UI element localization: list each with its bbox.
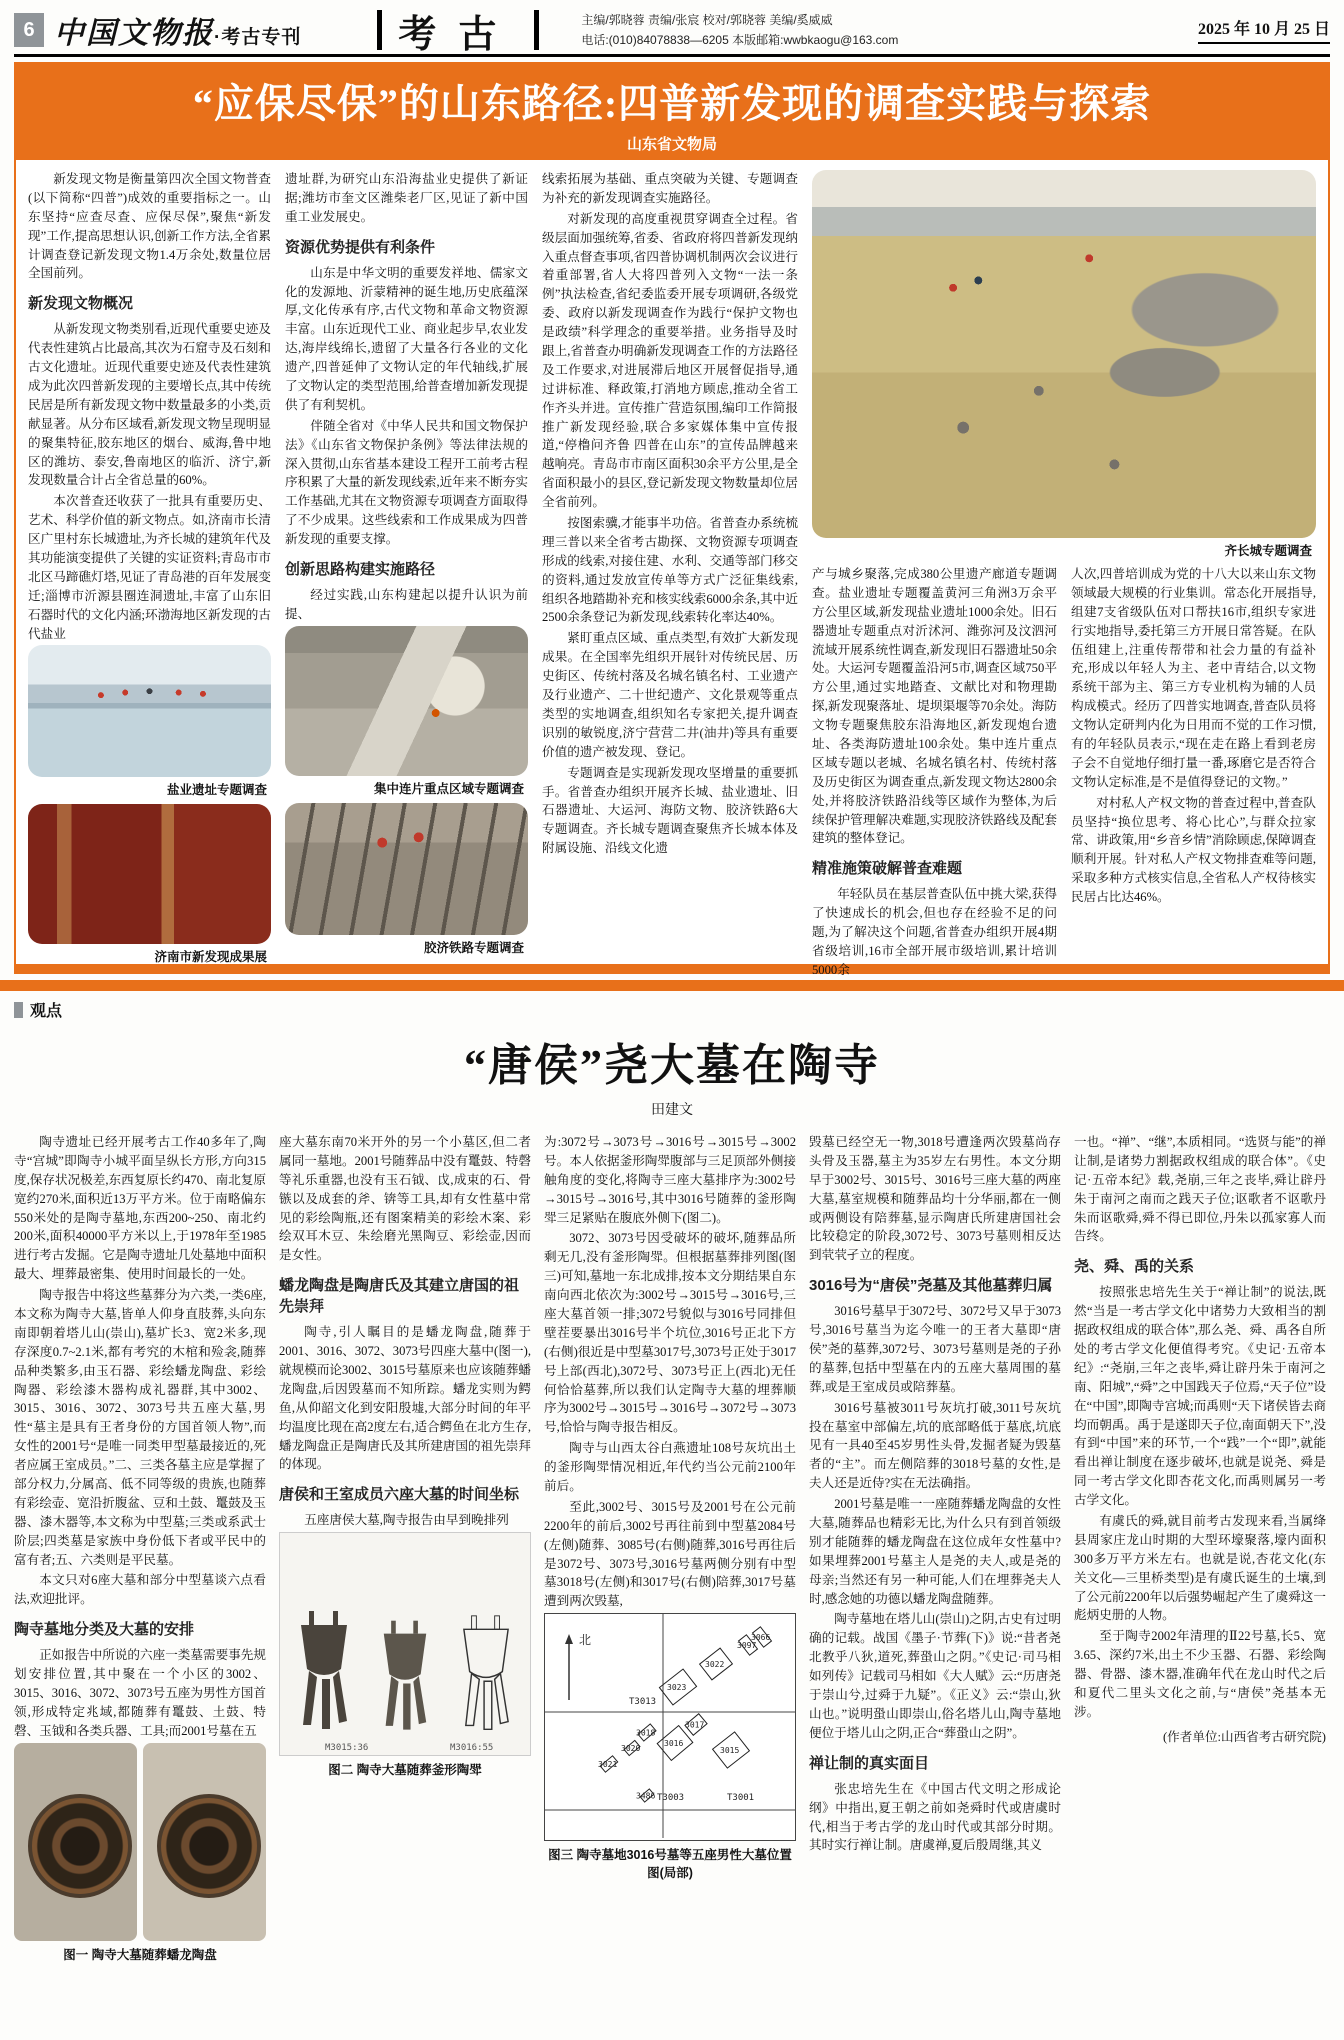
column-text — [542, 170, 798, 858]
specimen-label: M3015:36 — [325, 1743, 369, 1754]
body-paragraph: 正如报告中所说的六座一类墓需要事先规划安排位置,其中聚在一个小区的3002、3015、3016、3072、3073号五座为男性方国首领,形成特定兆域,都随葬有鼍鼓、土鼓、特磬、玉钺和各类兵器、工具;而2001号墓在五 — [14, 1648, 266, 1738]
body-paragraph: 经过实践,山东构建起以提升认识为前提、 — [285, 588, 528, 621]
dragon-plate-disc — [28, 1794, 132, 1898]
page-number: 6 — [14, 13, 44, 47]
column-text — [14, 1133, 266, 1741]
dragon-plate-disc — [157, 1794, 261, 1898]
credits-line1: 主编/郭晓蓉 责编/张宸 校对/郭晓蓉 美编/奚威威 — [581, 12, 833, 27]
article2-columns — [14, 1133, 1330, 1963]
editor-credits — [581, 10, 898, 51]
divider-bar — [377, 10, 382, 50]
article-shandong-survey — [14, 62, 1330, 977]
column-subhead: 尧、舜、禹的关系 — [1074, 1258, 1195, 1276]
salt-photo-caption: 盐业遗址专题调查 — [166, 783, 267, 798]
orange-section-divider — [0, 980, 1344, 991]
body-paragraph: 座大墓东南70米开外的另一个小墓区,但二者属同一墓地。2001号随葬品中没有鼍鼓、特磬等礼乐重器,也没有玉石钺、戉,成束的石、骨镞以及成套的斧、锛等工具,却有女性墓中常见的彩绘陶瓶,还有图案精美的彩绘木案、彩绘双耳木豆、朱绘磨光黑陶豆、彩绘壶,因而是女性。 — [279, 1135, 531, 1263]
section-title — [361, 3, 555, 58]
article1-column-1 — [28, 170, 271, 982]
body-paragraph: 陶寺与山西太谷白燕遗址108号灰坑出土的釜形陶斝情况相近,年代约当公元前2100年前后。 — [544, 1441, 796, 1494]
body-paragraph: 按照张忠培先生关于“禅让制”的说法,既然“当是一考古学文化中诸势力大致相当的割据政权组成的联合体”,那么尧、舜、禹各自所处的考古学文化便值得考究。《史记·五帝本纪》:“尧崩,三年之丧毕,舜让辟丹朱于南河之南、阳城”,“舜”之中国践天子位焉,“天子位”设在“中国”,即陶寺宫城;而禹则“天下诸侯皆去商均而朝禹。禹于是遂即天子位,南面朝天下”,没有到“中国”来的环节,一个“践”一个“即”,就能看出禅让制度在逐步破坏,也就是说尧、舜是同一考古学文化即杏花文化,而禹则属另一考古学文化。 — [1074, 1285, 1326, 1508]
article-taosi-tomb — [14, 998, 1330, 1963]
body-paragraph: 产与城乡聚落,完成380公里遗产廊道专题调查。盐业遗址专题覆盖黄河三角洲3万余平方公里区域,新发现盐业遗址1000余处。旧石器遗址专题重点对沂沭河、潍弥河及汶泗河流域开展系统性调查,新发现旧石器遗址50余处。大运河专题覆盖沿河5市,调查区域750平方公里,通过实地踏查、文献比对和物理勘探,新发现聚落址、堤坝渠堰等70余处。海防文物专题聚焦胶东沿海地区,新发现炮台遗址、各类海防遗址100余处。集中连片重点区域专题以老城、名城名镇名村、传统村落及历史街区为调查重点,新发现文物达2800余处,并将胶济铁路沿线等区域作为整体,为后续保护管理解决难题,实现胶济铁路线及配套建筑的整体登记。 — [812, 567, 1057, 846]
cemetery-map-svg — [545, 1614, 795, 1838]
body-paragraph: 伴随全省对《中华人民共和国文物保护法》《山东省文物保护条例》等法律法规的深入贯彻,山东省基本建设工程开工前考古程序积累了大量的新发现线索,近年来不断夯实工作基础,尤其在文物资源专项调查方面取得了不少成果。这些线索和工作成果成为四普新发现的重要支撑。 — [285, 418, 528, 547]
article1-body — [16, 160, 1328, 982]
page-header — [14, 6, 1330, 57]
author-credit: (作者单位:山西省考古研究院) — [1162, 1729, 1326, 1744]
qi-great-wall-photo — [812, 170, 1316, 538]
edition-name: ·考古专刊 — [214, 27, 302, 48]
railway-survey-photo — [285, 803, 528, 935]
qi-wall-photo-caption: 齐长城专题调查 — [1224, 544, 1312, 558]
body-paragraph: 按图索骥,才能事半功倍。省普查办系统梳理三普以来全省考古勘探、文物资源专项调查形成的线索,对接住建、水利、交通等部门移交的资料,通过发放宣传单等方式广泛征集线索,组织各地踏勘补充和核实线索6000余条,其中近2500余条登记为新发现,线索转化率达40%。 — [542, 516, 798, 625]
grave-label: 3486 — [636, 1791, 656, 1801]
column-subhead: 唐侯和王室成员六座大墓的时间坐标 — [279, 1486, 520, 1504]
body-paragraph: 为:3072号→3073号→3016号→3015号→3002号。本人依据釜形陶斝腹部与三足顶部外侧接触角度的变化,将陶寺三座大墓排序为:3002号→3015号→3016号,其中3016号随葬的釜形陶斝三足紧贴在腹底外侧下(图二)。 — [544, 1135, 796, 1225]
dragon-plate-photo-left — [14, 1743, 137, 1941]
body-paragraph: 有虞氏的舜,就目前考古发现来看,当属绛县周家庄龙山时期的大型环壕聚落,壕内面积300多万平方米左右。也就是说,杏花文化(东关文化—三里桥类型)是有虞氏诞生的土壤,到了公元前2200年以后强势崛起产生了虞舜这一彪炳史册的人物。 — [1074, 1514, 1326, 1623]
column-text — [285, 170, 528, 624]
body-paragraph: 3016号墓早于3072号、3072号又早于3073号,3016号墓当为迄今唯一的王者大墓即“唐侯”尧的墓葬,3072号、3073号墓则是尧的子孙的墓葬,包括中型墓在内的五座大墓周围的墓葬,或是王室成员或陪葬墓。 — [809, 1304, 1061, 1394]
column-text — [279, 1133, 531, 1530]
body-paragraph: 至此,3002号、3015号及2001号在公元前2200年的前后,3002号再往前到中型墓2084号(左侧)随葬、3085号(右侧)随葬,3016号再往后是3072号、3073号,3016号墓两侧分别有中型墓3018号(左侧)和3017号(右侧)陪葬,3017号墓遭到两次毁墓, — [544, 1499, 796, 1609]
column-subhead: 新发现文物概况 — [28, 295, 134, 313]
grave-label: 3020 — [621, 1744, 641, 1754]
article1-banner — [16, 64, 1328, 160]
body-paragraph: 至于陶寺2002年清理的Ⅱ22号墓,长5、宽3.65、深约7米,出土不少玉器、石器、彩绘陶器、骨器、漆木器,准确年代在龙山时代之后和夏代二里头文化之前,与“唐侯”尧基本无涉。 — [1074, 1629, 1326, 1719]
body-paragraph: 陶寺报告中将这些墓葬分为六类,一类6座,本文称为陶寺大墓,皆单人仰身直肢葬,头向东南即朝着塔儿山(崇山),墓圹长3、宽2米多,现存深度0.7~2.1米,都有考究的木棺和殓衾,随葬品种类繁多,由玉石器、彩绘蟠龙陶盘、彩绘陶器、彩绘漆木器构成礼器群,其中3002、3015、3016、3072、3073号共五座大墓,男性“墓主是具有王者身份的方国首领人物”,而女性的2001号“是唯一同类甲型墓最接近的,死者应属王室成员。”二、三类各墓主应是掌握了部分权力,分属高、低不同等级的贵族,也随葬有彩绘壶、宽沿折腹盆、豆和土鼓、鼍鼓及玉器、漆木器等,本文称为中型墓;三类或系武士阶层;四类墓是家族中身份低下者或平民中的富有者;五、六类则是平民墓。 — [14, 1288, 266, 1567]
body-paragraph: 本次普查还收获了一批具有重要历史、艺术、科学价值的新文物点。如,济南市长清区广里村东长城遗址,为齐长城的建筑年代及其功能演变提供了关键的实证资料;青岛市市北区马蹄礁灯塔,见证了青岛港的百年发展变迁;淄博市沂源县圈连洞遗址,丰富了山东旧石器时代的文化内涵;环渤海地区新发现的古代盐业 — [28, 494, 271, 641]
column-subhead: 精准施策破解普查难题 — [812, 860, 963, 878]
article2-column-2 — [279, 1133, 531, 1963]
body-paragraph: 新发现文物是衡量第四次全国文物普查(以下简称“四普”)成效的重要指标之一。山东坚持“应查尽查、应保尽保”,聚焦“新发现”工作,提高思想认识,创新工作方法,全省累计调查登记新发现文物1.4万余处,数量位居全国前列。 — [28, 172, 271, 281]
grave-label: 3066 — [751, 1633, 771, 1643]
issue-date: 2025 年 10 月 25 日 — [1198, 16, 1330, 44]
body-paragraph: 人次,四普培训成为党的十八大以来山东文物领域最大规模的行业集训。常态化开展指导,组建7支省级队伍对口帮扶16市,组织专家进行实地指导,委托第三方开展日常答疑。在队伍组建上,注重传帮带和社会力量的有益补充,形成以年轻人为主、老中青结合,以文物系统干部为主、第三方专业机构为辅的人员构成模式。经历了四普实地调查,普查队员将文物认定研判内化为日用而不觉的工作习惯,有的年轻队员表示,“现在走在路上看到老房子会不自觉地仔细打量一番,琢磨它是否符合文物认定标准,是不是值得登记的文物。” — [1071, 567, 1316, 789]
column-text — [28, 170, 271, 643]
section-title-text: 考古 — [398, 13, 519, 56]
credits-line2: 电话:(010)84078838—6205 本版邮箱:wwbkaogu@163.com — [581, 33, 899, 47]
jia-vessel-photo — [289, 1607, 359, 1737]
specimen-label: M3016:55 — [450, 1743, 494, 1754]
body-paragraph: 一也。“禅”、“继”,本质相同。“选贤与能”的禅让制,是诸势力割据政权组成的联合体”。《史记·五帝本纪》载,尧崩,三年之丧毕,舜让辟丹朱于南河之南而之践天子位;讴歌者不讴歌丹朱而讴歌舜,舜不得已即位,丹朱以孤家寡人而告终。 — [1074, 1135, 1326, 1244]
body-paragraph: 3016号墓被3011号灰坑打破,3011号灰坑投在墓室中部偏左,坑的底部略低于墓底,坑底见有一具40至45岁男性头骨,发掘者疑为毁墓者的“主”。而左侧陪葬的3018号墓的女性,是夫人还是近侍?实在无法确指。 — [809, 1400, 1061, 1491]
exhibition-photo-caption: 济南市新发现成果展 — [154, 950, 267, 965]
article1-headline: “应保尽保”的山东路径:四普新发现的调查实践与探索 — [192, 81, 1152, 126]
column-subhead: 资源优势提供有利条件 — [285, 238, 436, 256]
body-paragraph: 五座唐侯大墓,陶寺报告由早到晚排列 — [304, 1513, 509, 1528]
section-marker-icon — [14, 1002, 23, 1018]
subcolumn-left — [812, 565, 1057, 982]
dragon-plate-photo-right — [143, 1743, 266, 1941]
body-paragraph: 对新发现的高度重视贯穿调查全过程。省级层面加强统筹,省委、省政府将四普新发现纳入重点督查事项,省四普协调机制两次会议进行着重部署,省人大将四普列入文物“一法一条例”执法检查,省纪委监委开展专项调研,各级党委、政府以新发现调查作为践行“保护文物也是政绩”科学理念的重要举措。业务指导及时跟上,省普查办明确新发现调查工作的方法路径及工作要求,对进展滞后地区开展督促指导,通过讲标准、释政策,打消地方顾虑,推动全省工作齐头并进。宣传推广营造氛围,编印工作简报推广新发现经验,联合多家媒体集中宣传报道,“停橹问齐鲁 四普在山东”的宣传品牌越来越响亮。青岛市市南区面积30余平方公里,是全省面积最小的县区,登记新发现文物数量却位居全省前列。 — [542, 211, 798, 510]
body-paragraph: 线索拓展为基础、重点突破为关键、专题调查为补充的新发现调查实施路径。 — [542, 172, 798, 205]
jia-vessel-figure — [279, 1532, 531, 1756]
body-paragraph: 从新发现文物类别看,近现代重要史迹及代表性建筑占比最高,其次为石窟寺及石刻和古文化遗址。近现代重要史迹及代表性建筑成为此次四普新发现的主要增长点,其中传统民居是所有新发现文物中数量最多的小类,贡献显著。从分布区域看,新发现文物呈现明显的聚集特征,胶东地区的烟台、威海,鲁中地区的潍坊、泰安,鲁南地区的临沂、济宁,新发现数量合计占全省总量的60%。 — [28, 322, 271, 488]
divider-bar — [534, 10, 539, 50]
article2-column-5 — [1074, 1133, 1326, 1963]
jia-vessel-drawing — [451, 1612, 521, 1737]
body-paragraph: 专题调查是实现新发现攻坚增量的重要抓手。省普查办组织开展齐长城、盐业遗址、旧石器遗址、大运河、海防文物、胶济铁路6大专题调查。齐长城专题调查聚焦齐长城本体及附属设施、沿线文化遗 — [542, 765, 798, 856]
article2-headline: “唐侯”尧大墓在陶寺 — [464, 1041, 880, 1090]
newspaper-masthead — [54, 8, 301, 52]
article1-subcolumns — [812, 565, 1316, 982]
salt-site-photo — [28, 645, 271, 777]
figure1-caption: 图一 陶寺大墓随葬蟠龙陶盘 — [63, 1947, 217, 1962]
opinion-section-label — [14, 998, 1330, 1021]
grave-label: 3023 — [667, 1683, 687, 1693]
article1-byline: 山东省文物局 — [626, 136, 717, 153]
column-text — [1074, 1133, 1326, 1747]
article1-column-3 — [542, 170, 798, 982]
column-text — [809, 1133, 1061, 1855]
trench-label: T3001 — [727, 1793, 755, 1804]
grave-label: 3022 — [705, 1660, 725, 1670]
grave-label: 3097 — [737, 1641, 757, 1651]
article1-column-4 — [812, 170, 1316, 982]
village-photo-caption: 集中连片重点区域专题调查 — [373, 781, 524, 796]
trench-label: T3013 — [629, 1697, 657, 1708]
article2-column-1 — [14, 1133, 266, 1963]
opinion-label-text: 观点 — [30, 1003, 63, 1020]
body-paragraph: 紧盯重点区域、重点类型,有效扩大新发现成果。在全国率先组织开展针对传统民居、历史街区、传统村落及名城名镇名村、工业遗产及行业遗产、二十世纪遗产、文化景观等重点类型的实地调查,组织知名专家把关,提升调查识别的敏锐度,济宁营营二井(油井)等具有重要价值的遗产被发现、登记。 — [542, 631, 798, 759]
figure2-caption: 图二 陶寺大墓随葬釜形陶斝 — [328, 1763, 482, 1778]
body-paragraph: 本文只对6座大墓和部分中型墓谈六点看法,欢迎批评。 — [14, 1573, 266, 1607]
grave-label: 3017 — [685, 1720, 705, 1730]
article1-column-2 — [285, 170, 528, 982]
svg-text:北: 北 — [579, 1633, 592, 1648]
body-paragraph: 2001号墓是唯一一座随葬蟠龙陶盘的女性大墓,随葬品也精彩无比,为什么只有到首领级别才能随葬的蟠龙陶盘在这位成年女性墓中?如果埋葬2001号墓主人是尧的夫人,或是尧的母亲;当然还有另一种可能,人们在埋葬尧夫人时,感念她的功德以蟠龙陶盘随葬。 — [809, 1497, 1061, 1606]
jia-vessel-photo — [370, 1617, 440, 1737]
dragon-plate-figure — [14, 1743, 266, 1941]
paper-name: 中国文物报 — [54, 17, 214, 50]
grave-label: 3018 — [636, 1728, 656, 1738]
body-paragraph: 陶寺遗址已经开展考古工作40多年了,陶寺“宫城”即陶寺小城平面呈纵长方形,方向315度,保存状况极差,东西复原长约470、南北复原宽约270米,面积近13万平方米。位于南略偏东550米处的是陶寺墓地,东西200~250、南北约200米,面积40000平方米以上,于1978年至1985进行考古发掘。它是陶寺遗址几处墓地中面积最大、埋葬最密集、使用时间最长的一处。 — [14, 1135, 266, 1282]
column-subhead: 蟠龙陶盘是陶唐氏及其建立唐国的祖先崇拜 — [279, 1277, 520, 1316]
figure3-caption: 图三 陶寺墓地3016号墓等五座男性大墓位置图(局部) — [548, 1848, 792, 1881]
column-subhead: 禅让制的真实面目 — [809, 1754, 930, 1772]
article2-author: 田建文 — [651, 1101, 693, 1117]
body-paragraph: 陶寺墓地在塔儿山(崇山)之阴,古史有过明确的记载。战国《墨子·节葬(下)》说:“昔者尧北教乎八狄,道死,葬蛩山之阴。”《史记·司马相如列传》记载司马相如《大人赋》云:“历唐尧于崇山兮,过舜于九疑”。《正义》云:“崇山,狄山也。”说明蛩山即崇山,俗名塔儿山,陶寺墓地便位于塔儿山之阴,正合“葬蛩山之阴”。 — [809, 1612, 1061, 1740]
body-paragraph: 遗址群,为研究山东沿海盐业史提供了新证据;潍坊市奎文区潍柴老厂区,见证了新中国重工业发展史。 — [285, 172, 528, 224]
body-paragraph: 3072、3073号因受破坏的破坏,随葬品所剩无几,没有釜形陶斝。但根据墓葬排列图(图三)可知,墓地一东北成排,按本文分期结果自东南向西北依次为:3002号→3015号→3016号,三座大墓首领一排;3072号貌似与3016号同排但壁茬要暴出3016号半个坑位,3016号正北下方(右侧)很近是中型墓3017号,3073号正处于3017号上部(西北),3072号、3073号正上(西北)无任何恰恰墓葬,所以我们认定陶寺大墓的埋葬顺序为3002号→3015号→3016号→3072号→3073号,恰恰与陶寺报告相反。 — [544, 1231, 796, 1435]
exhibition-photo — [28, 804, 271, 944]
column-subhead: 陶寺墓地分类及大墓的安排 — [14, 1621, 195, 1639]
column-text — [544, 1133, 796, 1611]
grave-label: 3016 — [664, 1739, 684, 1749]
column-subhead: 3016号为“唐侯”尧墓及其他墓葬归属 — [809, 1277, 1053, 1295]
trench-label: T3003 — [657, 1793, 685, 1804]
grave-label: 3021 — [598, 1760, 618, 1770]
article2-column-4 — [809, 1133, 1061, 1963]
article2-column-3 — [544, 1133, 796, 1963]
railway-photo-caption: 胶济铁路专题调查 — [423, 940, 524, 955]
grave-label: 3015 — [720, 1746, 740, 1756]
subcolumn-right — [1071, 565, 1316, 982]
body-paragraph: 对村私人产权文物的普查过程中,普查队员坚持“换位思考、将心比心”,与群众拉家常、讲政策,用“乡音乡情”消除顾虑,保障调查顺利开展。针对私人产权文物排查难等问题,采取多种方式核实信息,全省私人产权待核实民居占比达46%。 — [1071, 795, 1316, 905]
village-survey-photo — [285, 626, 528, 776]
body-paragraph: 张忠培先生在《中国古代文明之形成论纲》中指出,夏王朝之前如尧舜时代或唐虞时代,相当于考古学的龙山时代或其部分时期。其时实行禅让制。唐虞禅,夏后殷周继,其义 — [809, 1781, 1061, 1853]
column-subhead: 创新思路构建实施路径 — [285, 561, 436, 579]
body-paragraph: 毁墓已经空无一物,3018号遭逢两次毁墓尚存头骨及玉器,墓主为35岁左右男性。本文分期早于3002号、3015号、3016号三座大墓的两座大墓,墓室规模和随葬品均十分华丽,都在一侧或两侧设有陪葬墓,显示陶唐氏所建唐国社会比较稳定的阶段,3072号、3073号墓则相反达到茕茕孑立的程度。 — [809, 1135, 1061, 1263]
body-paragraph: 年轻队员在基层普查队伍中挑大梁,获得了快速成长的机会,但也存在经验不足的问题,为了解决这个问题,省普查办组织开展4期省级培训,16市全部开展市级培训,累计培训5000余 — [812, 887, 1057, 977]
cemetery-map-figure — [544, 1613, 796, 1841]
body-paragraph: 山东是中华文明的重要发祥地、儒家文化的发源地、沂蒙精神的诞生地,历史底蕴深厚,文化传承有序,古代文物和革命文物资源丰富。山东近现代工业、商业起步早,农业发达,海岸线绵长,遗留了大量各行各业的文化遗产,四普延伸了文物认定的年代轴线,扩展了文物认定的类型范围,给普查增加新发现提供了有利契机。 — [285, 265, 528, 412]
body-paragraph: 陶寺,引人瞩目的是蟠龙陶盘,随葬于2001、3016、3072、3073号四座大墓中(图一),就规模而论3002、3015号墓原来也应该随葬蟠龙陶盘,后因毁墓而不知所踪。蟠龙实则为鳄鱼,从仰韶文化到安阳殷墟,大部分时间的年平均温度比现在高2度左右,适合鳄鱼在北方生存,蟠龙陶盘正是陶唐氏及其所建唐国的祖先崇拜的体现。 — [279, 1325, 531, 1472]
